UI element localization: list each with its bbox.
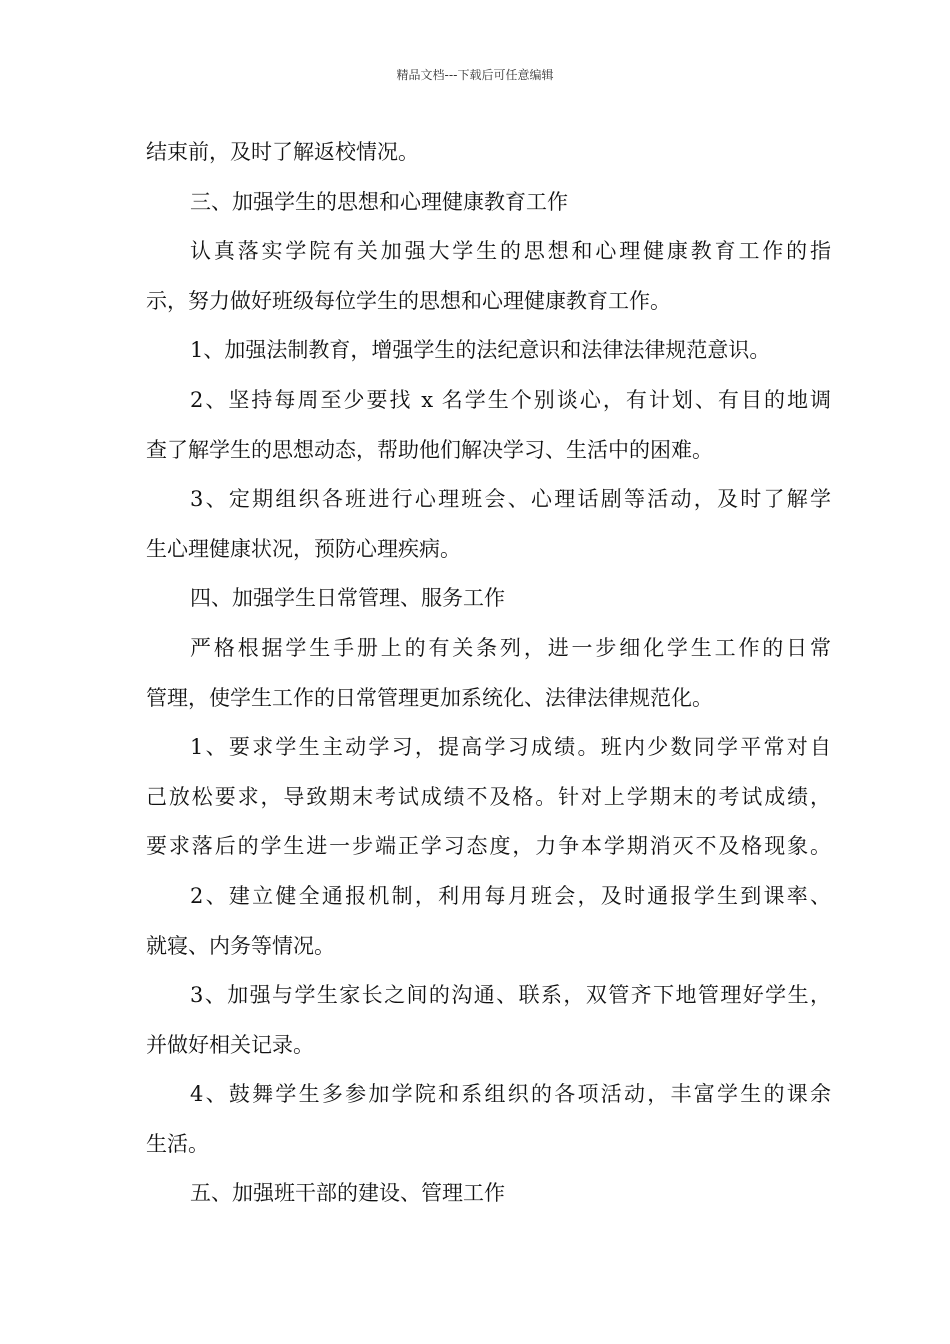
text-line: 并做好相关记录。 [146,1032,314,1057]
text-line: 严格根据学生手册上的有关条列，进一步细化学生工作的日常 [190,635,831,660]
text-line: 2、建立健全通报机制，利用每月班会，及时通报学生到课率、 [190,883,831,908]
text-line: 查了解学生的思想动态，帮助他们解决学习、生活中的困难。 [146,437,713,462]
text-line: 生心理健康状况，预防心理疾病。 [146,536,461,561]
text-line: 结束前，及时了解返校情况。 [146,140,419,164]
text-line: 2、坚持每周至少要找 x 名学生个别谈心，有计划、有目的地调 [190,387,831,412]
text-line: 要求落后的学生进一步端正学习态度，力争本学期消灭不及格现象。 [146,834,831,859]
text-line: 4、鼓舞学生多参加学院和系组织的各项活动，丰富学生的课余 [190,1082,831,1107]
text-line: 1、要求学生主动学习，提高学习成绩。班内少数同学平常对自 [190,735,831,760]
text-line: 示，努力做好班级每位学生的思想和心理健康教育工作。 [146,288,671,313]
text-line: 3、定期组织各班进行心理班会、心理话剧等活动，及时了解学 [190,487,831,512]
text-line: 3、加强与学生家长之间的沟通、联系，双管齐下地管理好学生， [190,983,831,1008]
text-line: 认真落实学院有关加强大学生的思想和心理健康教育工作的指 [190,239,831,264]
text-line: 就寝、内务等情况。 [146,933,335,958]
text-line: 管理，使学生工作的日常管理更加系统化、法律法律规范化。 [146,685,713,710]
text-line: 三、加强学生的思想和心理健康教育工作 [190,189,568,214]
text-line: 四、加强学生日常管理、服务工作 [190,586,505,611]
text-line: 生活。 [146,1131,209,1156]
page-header: 精品文档---下载后可任意编辑 [396,68,554,82]
text-line: 五、加强班干部的建设、管理工作 [190,1181,505,1206]
text-line: 1、加强法制教育，增强学生的法纪意识和法律法律规范意识。 [190,338,771,363]
document-body [146,128,831,1219]
text-line: 己放松要求，导致期末考试成绩不及格。针对上学期末的考试成绩， [146,784,831,809]
